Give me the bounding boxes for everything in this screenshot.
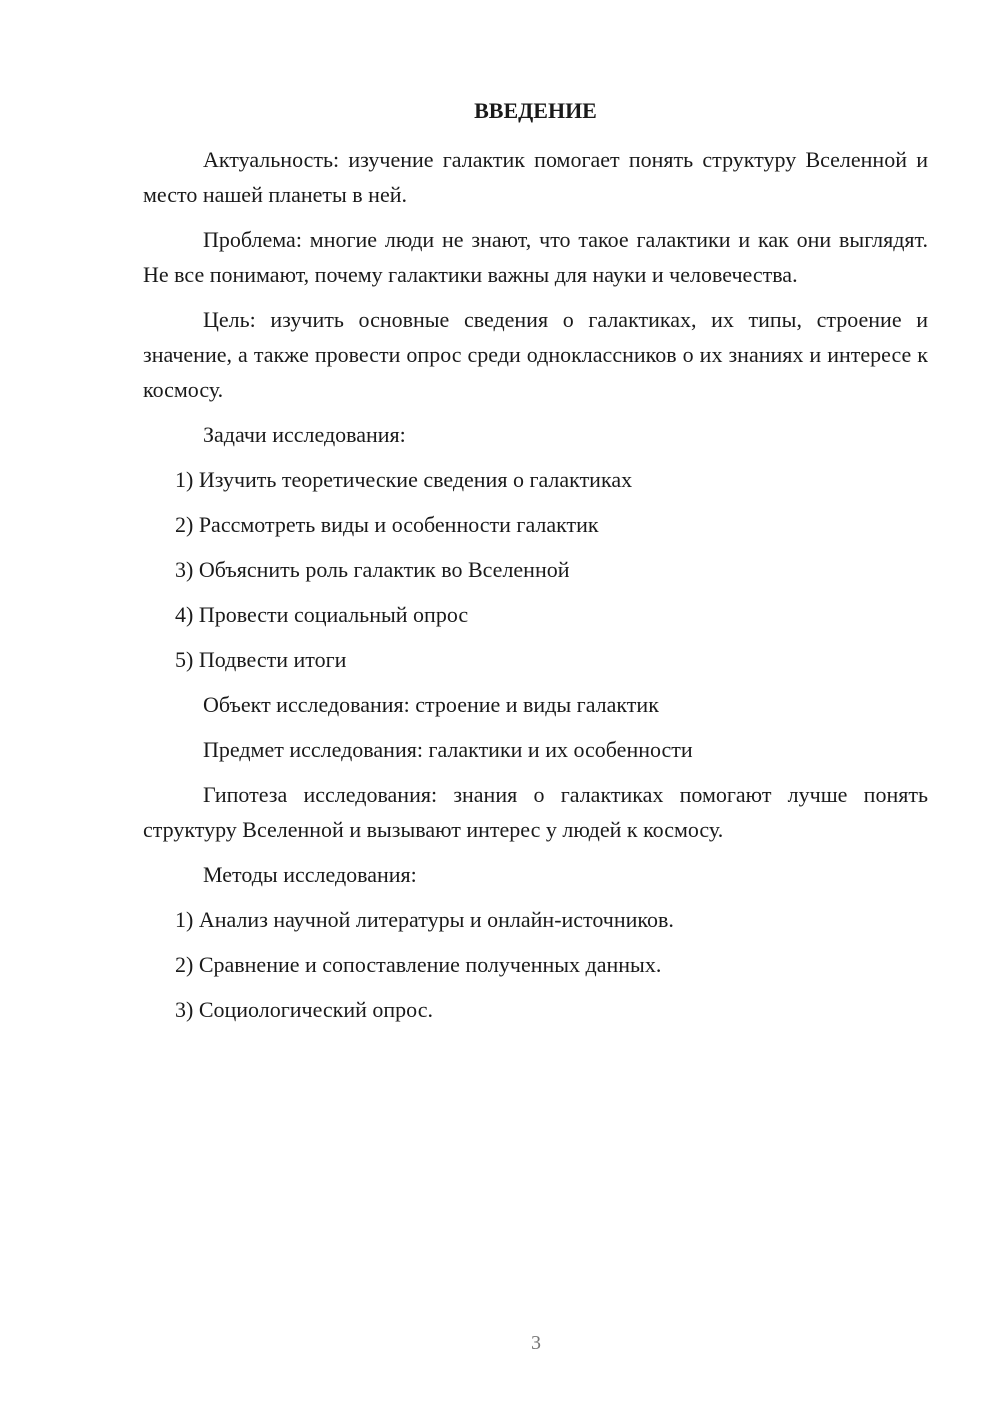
tasks-heading: Задачи исследования: xyxy=(203,422,406,447)
method-item: 3) Социологический опрос. xyxy=(175,997,433,1022)
task-item: 3) Объяснить роль галактик во Вселенной xyxy=(175,557,570,582)
methods-heading: Методы исследования: xyxy=(203,862,417,887)
page-number: 3 xyxy=(531,1332,541,1354)
document-page xyxy=(143,96,928,1037)
goal-paragraph: Цель: изучить основные сведения о галактиках, их типы, строение и значение, а также провести опрос среди одноклассников о их знаниях и интересе к космосу. xyxy=(143,307,928,402)
subject-paragraph: Предмет исследования: галактики и их особенности xyxy=(203,737,693,762)
object-paragraph: Объект исследования: строение и виды галактик xyxy=(203,692,659,717)
section-title: ВВЕДЕНИЕ xyxy=(474,98,597,123)
method-item: 2) Сравнение и сопоставление полученных данных. xyxy=(175,952,662,977)
relevance-paragraph: Актуальность: изучение галактик помогает понять структуру Вселенной и место нашей планеты в ней. xyxy=(143,147,928,207)
task-item: 1) Изучить теоретические сведения о галактиках xyxy=(175,467,633,492)
task-item: 4) Провести социальный опрос xyxy=(175,602,469,627)
hypothesis-paragraph: Гипотеза исследования: знания о галактиках помогают лучше понять структуру Вселенной и вызывают интерес у людей к космосу. xyxy=(143,782,928,842)
problem-paragraph: Проблема: многие люди не знают, что такое галактики и как они выглядят. Не все понимают, почему галактики важны для науки и человечества. xyxy=(143,227,928,287)
task-item: 5) Подвести итоги xyxy=(175,647,347,672)
method-item: 1) Анализ научной литературы и онлайн-источников. xyxy=(175,907,674,932)
task-item: 2) Рассмотреть виды и особенности галактик xyxy=(175,512,599,537)
